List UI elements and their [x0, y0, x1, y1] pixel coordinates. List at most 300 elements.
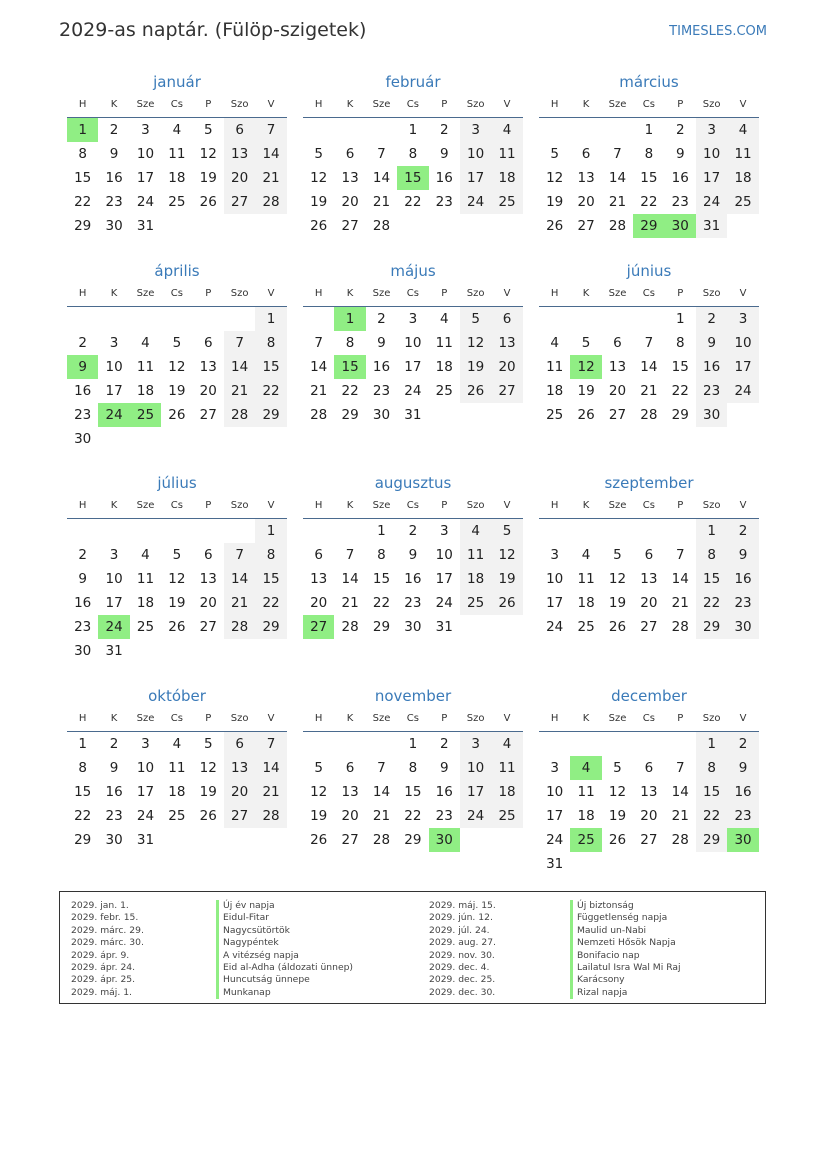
- day-cell: 5: [491, 519, 522, 543]
- empty-day-cell: [98, 307, 129, 331]
- day-cell: 3: [460, 118, 491, 142]
- day-cell: 9: [78, 571, 87, 587]
- empty-day-cell: [539, 118, 570, 142]
- empty-day-cell: [67, 519, 98, 543]
- day-cell: 31: [435, 619, 453, 635]
- weekday-label: Cs: [406, 713, 419, 724]
- day-cell: 2: [109, 122, 119, 138]
- day-cell: 9: [109, 146, 119, 162]
- holiday-name: Eid al-Adha (áldozati ünnep): [216, 962, 353, 974]
- weekday-label: Sze: [136, 713, 155, 724]
- holiday-name: Huncutság ünnepe: [216, 974, 353, 986]
- empty-day-cell: [303, 307, 334, 331]
- weekday-label: Szo: [230, 99, 249, 110]
- weekday-label: Cs: [642, 500, 655, 511]
- holiday-name: Új biztonság: [570, 900, 681, 912]
- weekday-label: K: [582, 500, 590, 511]
- day-cell: 21: [255, 166, 286, 190]
- day-cell: 12: [608, 784, 627, 800]
- day-cell: 25: [460, 591, 491, 615]
- weekday-label: Cs: [406, 288, 419, 299]
- day-cell: 2: [377, 311, 386, 327]
- weekday-label: Sze: [136, 99, 155, 110]
- day-cell: 11: [577, 571, 595, 587]
- day-cell: 8: [696, 756, 727, 780]
- day-cell: 12: [168, 359, 186, 375]
- day-cell: 22: [696, 591, 727, 615]
- day-cell: 5: [203, 122, 213, 138]
- day-cell: 24: [136, 808, 155, 824]
- weekday-header: [303, 494, 523, 519]
- day-cell: 3: [727, 307, 758, 331]
- day-cell: 11: [168, 760, 186, 776]
- day-cell: 8: [255, 331, 286, 355]
- weekday-label: H: [78, 500, 87, 511]
- day-cell: 23: [435, 808, 453, 824]
- weekday-label: Cs: [170, 500, 183, 511]
- day-cell: 30: [105, 832, 123, 848]
- weekday-label: Sze: [372, 99, 391, 110]
- day-cell: 28: [341, 619, 359, 635]
- day-cell: 26: [608, 619, 627, 635]
- month-name: július: [157, 474, 197, 492]
- day-cell: 13: [224, 142, 255, 166]
- day-cell: 17: [136, 170, 155, 186]
- weekday-label: Sze: [608, 99, 627, 110]
- day-cell: 1: [644, 122, 654, 138]
- weekday-header: [539, 282, 759, 307]
- weekday-label: Szo: [702, 288, 721, 299]
- day-cell: 19: [546, 194, 564, 210]
- day-cell: 22: [640, 194, 658, 210]
- empty-day-cell: [570, 732, 601, 756]
- day-cell: 14: [671, 571, 689, 587]
- empty-day-cell: [602, 732, 633, 756]
- month-block: [539, 71, 759, 238]
- day-cell: 1: [696, 519, 727, 543]
- holiday-name: Nemzeti Hősök Napja: [570, 937, 681, 949]
- weekday-label: K: [346, 713, 354, 724]
- empty-day-cell: [633, 519, 664, 543]
- holiday-day-cell: 25: [130, 403, 161, 427]
- days-grid: [303, 307, 523, 427]
- month-block: [67, 260, 287, 451]
- day-cell: 29: [74, 218, 92, 234]
- holiday-name: Maulid un-Nabi: [570, 925, 681, 937]
- day-cell: 18: [577, 808, 595, 824]
- weekday-label: Szo: [702, 500, 721, 511]
- empty-day-cell: [334, 118, 365, 142]
- month-block: [539, 472, 759, 639]
- day-cell: 26: [199, 194, 217, 210]
- empty-day-cell: [224, 307, 255, 331]
- holiday-date: 2029. jún. 12.: [429, 912, 493, 924]
- weekday-label: Sze: [372, 500, 391, 511]
- day-cell: 20: [341, 808, 359, 824]
- day-cell: 31: [404, 407, 422, 423]
- day-cell: 9: [727, 543, 758, 567]
- day-cell: 24: [404, 383, 422, 399]
- day-cell: 25: [491, 804, 522, 828]
- day-cell: 18: [546, 383, 564, 399]
- day-cell: 19: [310, 194, 328, 210]
- day-cell: 29: [404, 832, 422, 848]
- weekday-label: K: [346, 288, 354, 299]
- day-cell: 3: [460, 732, 491, 756]
- day-cell: 26: [577, 407, 595, 423]
- day-cell: 30: [105, 218, 123, 234]
- day-cell: 4: [550, 335, 559, 351]
- day-cell: 21: [224, 591, 255, 615]
- day-cell: 26: [168, 407, 186, 423]
- weekday-label: H: [314, 99, 323, 110]
- weekday-label: Cs: [406, 500, 419, 511]
- day-cell: 6: [345, 760, 355, 776]
- day-cell: 11: [491, 142, 522, 166]
- holiday-name: Nagypéntek: [216, 937, 353, 949]
- day-cell: 26: [310, 832, 328, 848]
- day-cell: 4: [141, 547, 150, 563]
- holiday-date: 2029. máj. 1.: [71, 986, 132, 998]
- day-cell: 17: [435, 571, 453, 587]
- weekday-label: V: [739, 99, 747, 110]
- day-cell: 16: [105, 170, 123, 186]
- day-cell: 19: [199, 784, 217, 800]
- day-cell: 16: [671, 170, 689, 186]
- month-name: március: [619, 73, 679, 91]
- day-cell: 7: [675, 547, 685, 563]
- day-cell: 25: [435, 383, 453, 399]
- weekday-label: Cs: [642, 713, 655, 724]
- day-cell: 10: [696, 142, 727, 166]
- day-cell: 24: [546, 832, 564, 848]
- weekday-header: [539, 707, 759, 732]
- day-cell: 26: [199, 808, 217, 824]
- empty-day-cell: [303, 732, 334, 756]
- day-cell: 12: [310, 784, 328, 800]
- holiday-name: Rizal napja: [570, 987, 681, 999]
- holiday-date: 2029. júl. 24.: [429, 924, 490, 936]
- day-cell: 2: [727, 519, 758, 543]
- day-cell: 12: [491, 543, 522, 567]
- empty-day-cell: [193, 307, 224, 331]
- days-grid: [303, 118, 523, 238]
- day-cell: 20: [199, 595, 217, 611]
- day-cell: 4: [439, 311, 449, 327]
- day-cell: 16: [404, 571, 422, 587]
- day-cell: 4: [581, 547, 591, 563]
- day-cell: 20: [640, 595, 658, 611]
- day-cell: 28: [255, 804, 286, 828]
- day-cell: 7: [224, 543, 255, 567]
- day-cell: 8: [644, 146, 654, 162]
- day-cell: 21: [671, 808, 689, 824]
- day-cell: 6: [613, 335, 622, 351]
- day-cell: 6: [224, 118, 255, 142]
- weekday-label: H: [78, 288, 87, 299]
- empty-day-cell: [366, 732, 397, 756]
- empty-day-cell: [303, 519, 334, 543]
- day-cell: 1: [255, 307, 286, 331]
- days-grid: [303, 732, 523, 852]
- day-cell: 30: [696, 403, 727, 427]
- month-name: augusztus: [374, 474, 452, 492]
- day-cell: 19: [199, 170, 217, 186]
- day-cell: 13: [640, 571, 658, 587]
- day-cell: 23: [671, 194, 689, 210]
- empty-day-cell: [539, 732, 570, 756]
- weekday-header: [539, 494, 759, 519]
- day-cell: 26: [546, 218, 564, 234]
- empty-day-cell: [67, 307, 98, 331]
- day-cell: 13: [608, 359, 627, 375]
- holiday-date: 2029. dec. 4.: [429, 961, 490, 973]
- weekday-label: P: [441, 500, 448, 511]
- day-cell: 5: [460, 307, 491, 331]
- day-cell: 27: [640, 832, 658, 848]
- weekday-label: V: [503, 99, 511, 110]
- day-cell: 26: [608, 832, 627, 848]
- weekday-label: H: [314, 288, 323, 299]
- day-cell: 17: [136, 784, 155, 800]
- holiday-name: A vitézség napja: [216, 950, 353, 962]
- holiday-date: 2029. aug. 27.: [429, 937, 496, 949]
- weekday-label: Szo: [230, 713, 249, 724]
- day-cell: 5: [550, 146, 559, 162]
- day-cell: 12: [460, 331, 491, 355]
- holiday-legend: [59, 891, 766, 1004]
- page-title: 2029-as naptár. (Fülöp-szigetek): [59, 19, 367, 41]
- weekday-label: Szo: [466, 288, 485, 299]
- day-cell: 6: [491, 307, 522, 331]
- empty-day-cell: [665, 732, 696, 756]
- day-cell: 20: [224, 780, 255, 804]
- empty-day-cell: [570, 118, 601, 142]
- day-cell: 12: [199, 760, 217, 776]
- day-cell: 7: [377, 760, 386, 776]
- day-cell: 13: [577, 170, 595, 186]
- day-cell: 6: [203, 547, 213, 563]
- day-cell: 26: [310, 218, 328, 234]
- holiday-day-cell: 15: [334, 355, 365, 379]
- day-cell: 8: [408, 146, 418, 162]
- holiday-day-cell: 24: [98, 403, 129, 427]
- day-cell: 24: [727, 379, 758, 403]
- day-cell: 23: [696, 379, 727, 403]
- weekday-label: V: [503, 288, 511, 299]
- day-cell: 18: [727, 166, 758, 190]
- weekday-label: P: [677, 713, 684, 724]
- day-cell: 5: [203, 736, 213, 752]
- empty-day-cell: [193, 519, 224, 543]
- holiday-dates-column-1: [71, 900, 144, 999]
- day-cell: 6: [581, 146, 591, 162]
- weekday-label: K: [110, 288, 118, 299]
- holiday-day-cell: 1: [334, 307, 365, 331]
- day-cell: 14: [640, 359, 658, 375]
- day-cell: 7: [255, 732, 286, 756]
- empty-day-cell: [602, 118, 633, 142]
- day-cell: 11: [727, 142, 758, 166]
- day-cell: 9: [439, 760, 449, 776]
- weekday-label: Sze: [372, 713, 391, 724]
- holiday-date: 2029. ápr. 9.: [71, 949, 130, 961]
- holiday-date: 2029. ápr. 24.: [71, 961, 136, 973]
- day-cell: 14: [310, 359, 328, 375]
- empty-day-cell: [130, 307, 161, 331]
- day-cell: 7: [314, 335, 323, 351]
- day-cell: 25: [727, 190, 758, 214]
- day-cell: 1: [255, 519, 286, 543]
- holiday-names-column-1: [216, 900, 353, 999]
- day-cell: 12: [310, 170, 328, 186]
- empty-day-cell: [570, 519, 601, 543]
- day-cell: 7: [377, 146, 386, 162]
- month-name: április: [154, 262, 200, 280]
- site-link[interactable]: TIMESLES.COM: [669, 24, 767, 39]
- day-cell: 22: [255, 591, 286, 615]
- empty-day-cell: [334, 519, 365, 543]
- day-cell: 11: [136, 571, 155, 587]
- day-cell: 17: [460, 166, 491, 190]
- day-cell: 12: [546, 170, 564, 186]
- day-cell: 18: [136, 595, 155, 611]
- day-cell: 30: [404, 619, 422, 635]
- day-cell: 26: [460, 379, 491, 403]
- weekday-label: Szo: [466, 99, 485, 110]
- month-block: [67, 71, 287, 238]
- day-cell: 28: [671, 832, 689, 848]
- day-cell: 27: [608, 407, 627, 423]
- day-cell: 23: [74, 619, 92, 635]
- day-cell: 16: [435, 784, 453, 800]
- day-cell: 16: [435, 170, 453, 186]
- day-cell: 10: [105, 359, 123, 375]
- day-cell: 28: [372, 218, 391, 234]
- day-cell: 1: [696, 732, 727, 756]
- day-cell: 19: [168, 595, 186, 611]
- weekday-label: Szo: [702, 713, 721, 724]
- weekday-label: Sze: [608, 713, 627, 724]
- day-cell: 14: [224, 567, 255, 591]
- day-cell: 18: [435, 359, 453, 375]
- day-cell: 16: [727, 780, 758, 804]
- day-cell: 29: [74, 832, 92, 848]
- weekday-label: P: [441, 288, 448, 299]
- day-cell: 3: [439, 523, 449, 539]
- weekday-label: K: [582, 288, 590, 299]
- day-cell: 14: [671, 784, 689, 800]
- day-cell: 29: [696, 828, 727, 852]
- month-block: [303, 472, 523, 639]
- day-cell: 9: [408, 547, 418, 563]
- month-name: december: [611, 687, 687, 705]
- day-cell: 12: [199, 146, 217, 162]
- month-name: május: [390, 262, 436, 280]
- empty-day-cell: [539, 307, 570, 331]
- day-cell: 29: [341, 407, 359, 423]
- day-cell: 4: [172, 736, 182, 752]
- day-cell: 24: [460, 804, 491, 828]
- day-cell: 17: [404, 359, 422, 375]
- day-cell: 2: [439, 122, 449, 138]
- day-cell: 25: [546, 407, 564, 423]
- day-cell: 10: [136, 760, 155, 776]
- day-cell: 14: [372, 784, 391, 800]
- day-cell: 4: [491, 118, 522, 142]
- weekday-header: [67, 707, 287, 732]
- day-cell: 22: [341, 383, 359, 399]
- month-block: [303, 260, 523, 427]
- day-cell: 2: [78, 547, 87, 563]
- day-cell: 23: [105, 194, 123, 210]
- day-cell: 8: [345, 335, 355, 351]
- holiday-name: Bonifacio nap: [570, 950, 681, 962]
- day-cell: 9: [439, 146, 449, 162]
- weekday-label: K: [346, 99, 354, 110]
- day-cell: 31: [105, 643, 123, 659]
- day-cell: 27: [640, 619, 658, 635]
- day-cell: 19: [168, 383, 186, 399]
- day-cell: 1: [408, 122, 418, 138]
- holiday-name: Eidul-Fitar: [216, 912, 353, 924]
- day-cell: 10: [136, 146, 155, 162]
- day-cell: 25: [168, 194, 186, 210]
- empty-day-cell: [130, 519, 161, 543]
- day-cell: 4: [491, 732, 522, 756]
- weekday-label: V: [739, 288, 747, 299]
- holiday-date: 2029. márc. 29.: [71, 924, 144, 936]
- day-cell: 29: [372, 619, 391, 635]
- day-cell: 4: [172, 122, 182, 138]
- day-cell: 28: [224, 403, 255, 427]
- month-block: [539, 685, 759, 876]
- weekday-label: Szo: [466, 713, 485, 724]
- day-cell: 5: [581, 335, 591, 351]
- holiday-day-cell: 27: [303, 615, 334, 639]
- day-cell: 5: [172, 335, 182, 351]
- weekday-header: [67, 282, 287, 307]
- day-cell: 7: [675, 760, 685, 776]
- day-cell: 21: [224, 379, 255, 403]
- day-cell: 22: [404, 808, 422, 824]
- day-cell: 21: [255, 780, 286, 804]
- day-cell: 14: [224, 355, 255, 379]
- weekday-label: V: [267, 288, 275, 299]
- day-cell: 24: [460, 190, 491, 214]
- weekday-label: P: [205, 713, 212, 724]
- day-cell: 6: [203, 335, 213, 351]
- day-cell: 15: [372, 571, 391, 587]
- weekday-label: K: [582, 713, 590, 724]
- day-cell: 4: [141, 335, 150, 351]
- weekday-label: Sze: [136, 500, 155, 511]
- day-cell: 3: [109, 547, 119, 563]
- day-cell: 1: [408, 736, 418, 752]
- day-cell: 31: [546, 856, 564, 872]
- day-cell: 11: [435, 335, 453, 351]
- day-cell: 21: [640, 383, 658, 399]
- day-cell: 27: [224, 190, 255, 214]
- day-cell: 15: [696, 780, 727, 804]
- day-cell: 5: [613, 760, 622, 776]
- day-cell: 13: [199, 359, 217, 375]
- day-cell: 19: [491, 567, 522, 591]
- day-cell: 21: [372, 808, 391, 824]
- empty-day-cell: [366, 118, 397, 142]
- weekday-header: [67, 93, 287, 118]
- day-cell: 31: [136, 218, 155, 234]
